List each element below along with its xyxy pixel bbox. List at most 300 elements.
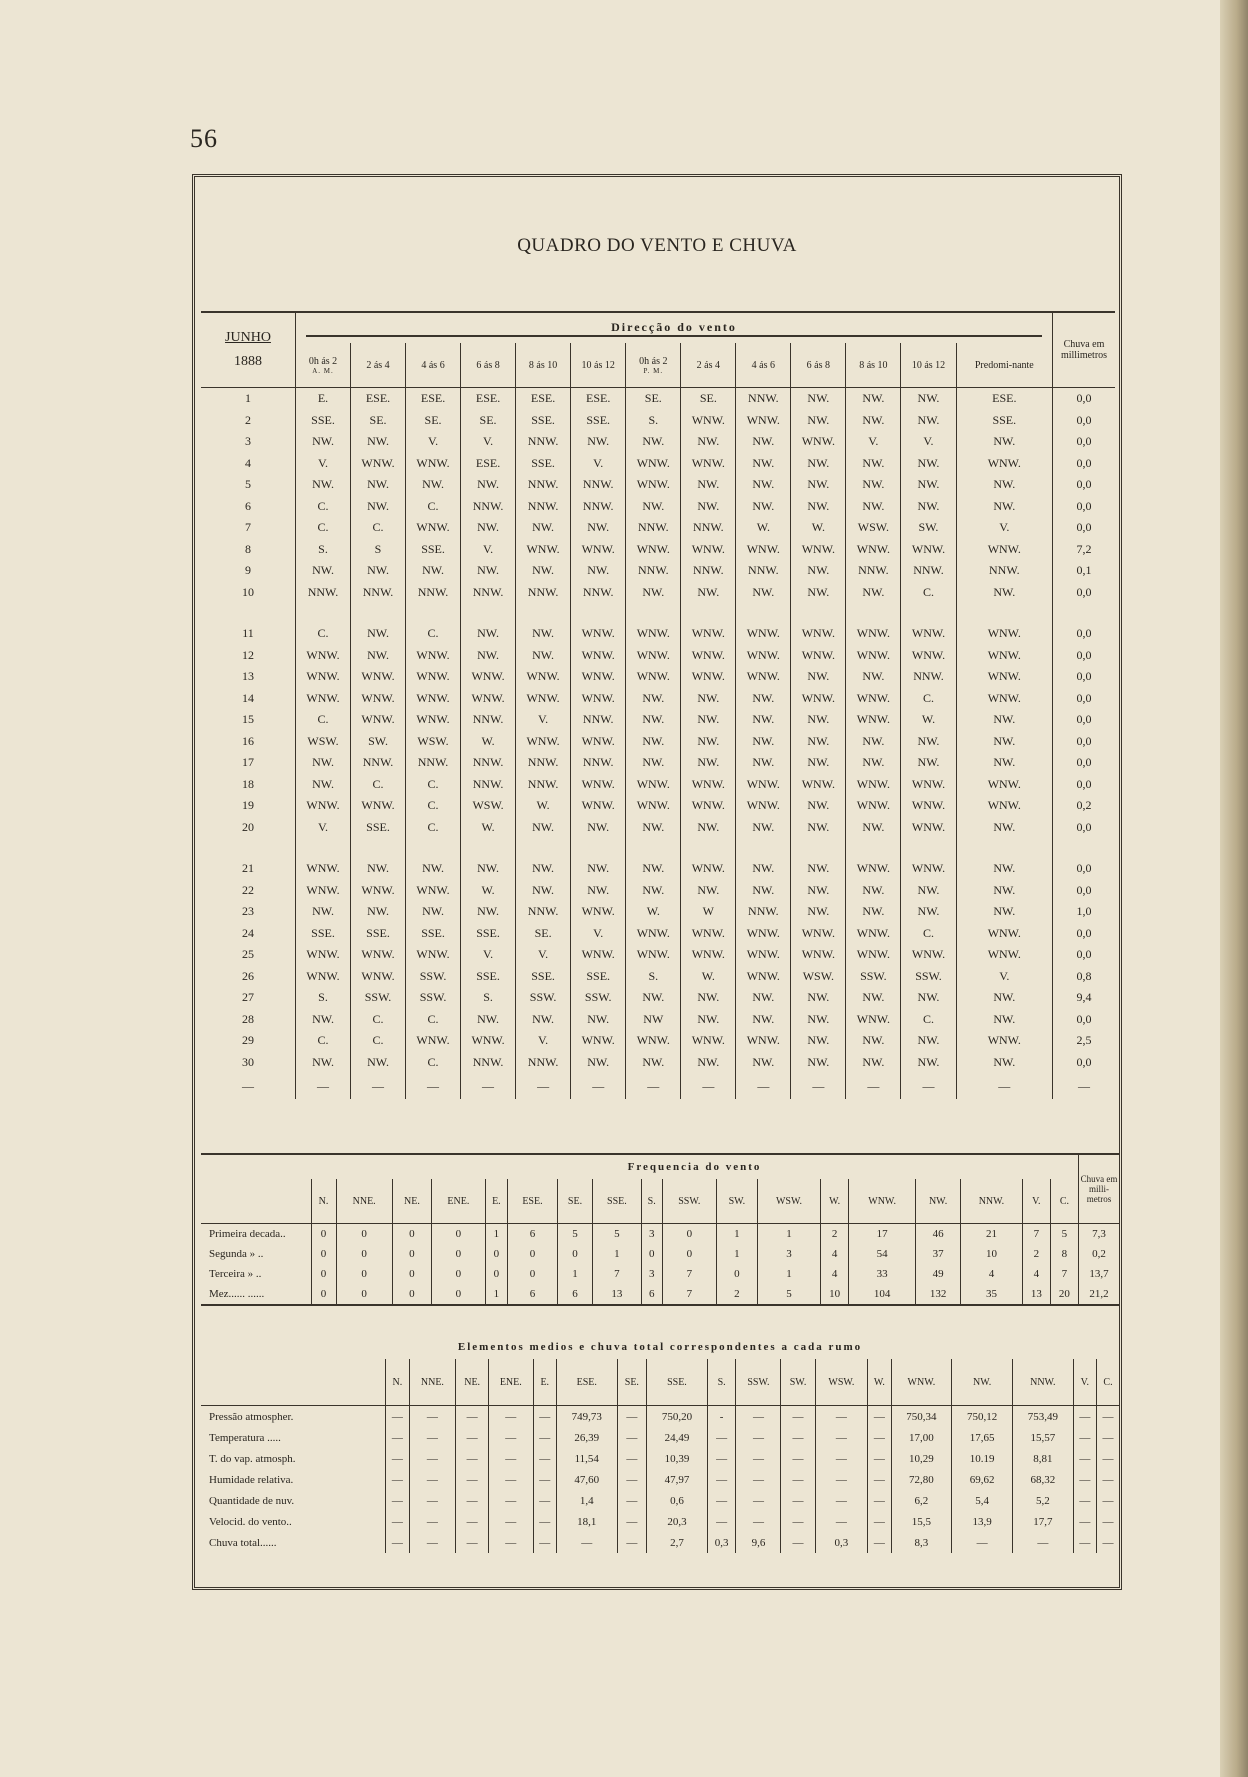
wind-cell: NW. <box>846 453 901 475</box>
value-cell: 6 <box>508 1224 558 1245</box>
wind-cell: SSE. <box>571 410 626 432</box>
wind-cell: NW. <box>571 560 626 582</box>
wind-cell: NNW. <box>956 560 1052 582</box>
dash-cell: — <box>736 1073 791 1099</box>
wind-cell: NW. <box>901 496 956 518</box>
wind-cell: NW. <box>296 752 351 774</box>
wind-cell: WNW. <box>406 1030 461 1052</box>
direction-header: WSW. <box>815 1359 868 1406</box>
value-cell: — <box>1012 1532 1073 1553</box>
wind-cell: C. <box>901 923 956 945</box>
day-cell: 7 <box>245 520 251 535</box>
wind-cell: NW. <box>516 858 571 880</box>
wind-cell: WNW. <box>571 688 626 710</box>
value-cell: — <box>1097 1406 1120 1428</box>
direction-header: N. <box>386 1359 409 1406</box>
rain-cell: 0,0 <box>1053 431 1116 453</box>
direction-header: E. <box>533 1359 556 1406</box>
wind-cell: NW. <box>351 431 406 453</box>
dash-cell: — <box>681 1073 736 1099</box>
wind-cell: NW. <box>626 496 681 518</box>
rain-cell: 0,0 <box>1053 858 1116 880</box>
gap-cell <box>791 838 846 858</box>
wind-cell: NW. <box>516 560 571 582</box>
direction-header: NW. <box>952 1359 1013 1406</box>
gap-cell <box>1053 838 1116 858</box>
dash-cell: — <box>516 1073 571 1099</box>
wind-cell: NW. <box>516 517 571 539</box>
time-column-header <box>681 343 736 388</box>
dash-cell: — <box>296 1073 351 1099</box>
value-cell: 1 <box>757 1264 820 1284</box>
wind-cell: NW. <box>516 817 571 839</box>
value-cell: 17,7 <box>1012 1511 1073 1532</box>
time-column-label: 2 ás 4 <box>696 359 720 371</box>
wind-cell: WNW. <box>571 645 626 667</box>
time-column-label: 2 ás 4 <box>366 359 390 371</box>
rain-cell: 0,0 <box>1053 944 1116 966</box>
rain-cell: 7,2 <box>1053 539 1116 561</box>
wind-cell: NW. <box>956 858 1052 880</box>
value-cell: 8 <box>1050 1244 1078 1264</box>
day-cell: 28 <box>242 1011 254 1026</box>
wind-cell: NW. <box>736 1052 791 1074</box>
wind-cell: WNW. <box>571 774 626 796</box>
value-cell: 0 <box>311 1284 336 1305</box>
wind-cell: W. <box>901 709 956 731</box>
rain-cell: 0,0 <box>1053 474 1116 496</box>
table-row <box>201 923 1115 945</box>
wind-cell: NW. <box>956 901 1052 923</box>
wind-cell: ESE. <box>461 388 516 410</box>
rain-cell: 0,0 <box>1053 923 1116 945</box>
wind-cell: NW. <box>626 1052 681 1074</box>
wind-cell: SE. <box>351 410 406 432</box>
wind-cell: NW. <box>901 474 956 496</box>
value-cell: — <box>489 1448 534 1469</box>
wind-cell: WNW. <box>736 966 791 988</box>
gap-cell <box>296 603 351 623</box>
wind-cell: SSE. <box>956 410 1052 432</box>
table-frame <box>192 174 1122 1590</box>
wind-cell: NNW. <box>516 496 571 518</box>
value-cell: 0 <box>336 1284 392 1305</box>
direction-group-title: Direcção do vento <box>611 319 737 334</box>
wind-cell: NW. <box>571 431 626 453</box>
value-cell: 10,29 <box>891 1448 952 1469</box>
gap-cell <box>406 838 461 858</box>
value-cell: 5,2 <box>1012 1490 1073 1511</box>
wind-cell: SSE. <box>296 410 351 432</box>
value-cell: 0 <box>508 1244 558 1264</box>
value-cell: 6 <box>557 1284 592 1305</box>
row-label: Humidade relativa. <box>209 1473 294 1486</box>
value-cell: 0 <box>311 1264 336 1284</box>
wind-cell: C. <box>296 709 351 731</box>
wind-cell: C. <box>406 795 461 817</box>
value-cell: 1 <box>716 1244 757 1264</box>
wind-cell: NW. <box>846 410 901 432</box>
wind-cell: WNW. <box>681 858 736 880</box>
value-cell: — <box>1097 1490 1120 1511</box>
wind-cell: NW. <box>901 453 956 475</box>
wind-cell: NW. <box>846 496 901 518</box>
value-cell: 54 <box>849 1244 916 1264</box>
wind-cell: NW. <box>736 474 791 496</box>
wind-cell: NW. <box>516 1009 571 1031</box>
wind-cell: NNW. <box>516 582 571 604</box>
gap-cell <box>956 603 1052 623</box>
value-cell: 132 <box>916 1284 961 1305</box>
wind-cell: S. <box>296 987 351 1009</box>
time-column-label: 4 ás 6 <box>421 359 445 371</box>
time-column-label: 8 ás 10 <box>859 359 888 371</box>
wind-cell: NW. <box>901 1030 956 1052</box>
wind-cell: NW. <box>846 752 901 774</box>
wind-cell: NW. <box>846 474 901 496</box>
rain-cell: 0,8 <box>1053 966 1116 988</box>
wind-cell: SSW. <box>351 987 406 1009</box>
day-cell: 21 <box>242 861 254 876</box>
value-cell: — <box>386 1427 409 1448</box>
value-cell: — <box>868 1427 891 1448</box>
wind-cell: WNW. <box>901 539 956 561</box>
value-cell: 10 <box>961 1244 1023 1264</box>
value-cell: — <box>707 1427 736 1448</box>
wind-cell: NNW. <box>351 582 406 604</box>
direction-group-header <box>296 312 1053 343</box>
table-row <box>201 944 1115 966</box>
wind-cell: W. <box>461 731 516 753</box>
rain-cell: 0,0 <box>1053 410 1116 432</box>
rain-cell: 0,0 <box>1053 517 1116 539</box>
value-cell: 5 <box>557 1224 592 1245</box>
wind-cell: NNW. <box>516 752 571 774</box>
value-cell: — <box>868 1448 891 1469</box>
wind-cell: NW. <box>681 688 736 710</box>
value-cell: — <box>868 1469 891 1490</box>
wind-cell: WNW. <box>736 410 791 432</box>
dash-cell: — <box>351 1073 406 1099</box>
wind-cell: WNW. <box>296 880 351 902</box>
wind-cell: NW. <box>626 987 681 1009</box>
value-cell: — <box>386 1532 409 1553</box>
value-cell: 10,39 <box>647 1448 708 1469</box>
wind-cell: V. <box>461 944 516 966</box>
value-cell: 4 <box>821 1244 849 1264</box>
rain-cell: 0,0 <box>1053 388 1116 410</box>
wind-cell: NW. <box>571 858 626 880</box>
row-label: Terceira » .. <box>209 1268 262 1280</box>
day-cell: 12 <box>242 647 254 662</box>
wind-cell: WNW. <box>626 944 681 966</box>
rain-cell: 0,0 <box>1053 688 1116 710</box>
wind-cell: NW. <box>351 901 406 923</box>
wind-cell: SSE. <box>351 817 406 839</box>
wind-cell: NW. <box>791 709 846 731</box>
wind-cell: NW. <box>791 496 846 518</box>
wind-cell: WNW. <box>681 453 736 475</box>
value-cell: 6,2 <box>891 1490 952 1511</box>
day-cell: 22 <box>242 882 254 897</box>
wind-cell: WNW. <box>351 688 406 710</box>
value-cell: — <box>736 1448 781 1469</box>
wind-cell: WNW. <box>461 1030 516 1052</box>
value-cell: 15,5 <box>891 1511 952 1532</box>
wind-cell: NW. <box>791 582 846 604</box>
day-cell: 11 <box>242 626 254 641</box>
decade-gap <box>201 603 1115 623</box>
wind-cell: WNW. <box>571 666 626 688</box>
value-cell: 3 <box>641 1264 662 1284</box>
wind-cell: WNW. <box>956 944 1052 966</box>
wind-cell: SSE. <box>406 539 461 561</box>
value-cell: 1 <box>485 1284 507 1305</box>
wind-cell: WNW. <box>516 539 571 561</box>
value-cell: — <box>781 1532 815 1553</box>
wind-cell: NW. <box>736 431 791 453</box>
value-cell: — <box>736 1427 781 1448</box>
elements-title: Elementos medios e chuva total correspondentes a cada rumo <box>457 1341 863 1353</box>
value-cell: 7 <box>593 1264 641 1284</box>
gap-cell <box>736 838 791 858</box>
wind-cell: NNW. <box>516 431 571 453</box>
wind-cell: WSW. <box>406 731 461 753</box>
wind-cell: NW. <box>296 560 351 582</box>
value-cell: — <box>1073 1490 1096 1511</box>
value-cell: 2,7 <box>647 1532 708 1553</box>
value-cell: 7 <box>1022 1224 1050 1245</box>
wind-cell: WNW. <box>956 795 1052 817</box>
wind-cell: NNW. <box>846 560 901 582</box>
value-cell: 0 <box>641 1244 662 1264</box>
wind-cell: NW. <box>956 987 1052 1009</box>
value-cell: 46 <box>916 1224 961 1245</box>
wind-cell: NW. <box>626 709 681 731</box>
value-cell: — <box>815 1427 868 1448</box>
time-column-header <box>956 343 1052 388</box>
wind-cell: NW. <box>736 496 791 518</box>
value-cell: — <box>617 1406 646 1428</box>
rain-cell: 0,0 <box>1053 731 1116 753</box>
direction-header: ESE. <box>556 1359 617 1406</box>
dash-cell: — <box>242 1078 254 1093</box>
wind-cell: NNW. <box>516 474 571 496</box>
value-cell: — <box>1073 1532 1096 1553</box>
wind-cell: NNW. <box>736 388 791 410</box>
wind-cell: NW. <box>846 1052 901 1074</box>
wind-cell: NW. <box>351 560 406 582</box>
value-cell: 20,3 <box>647 1511 708 1532</box>
value-cell: — <box>815 1448 868 1469</box>
wind-cell: NW. <box>406 858 461 880</box>
wind-cell: WNW. <box>901 623 956 645</box>
wind-cell: NW. <box>791 817 846 839</box>
value-cell: — <box>736 1469 781 1490</box>
value-cell: — <box>456 1511 489 1532</box>
dash-row <box>201 1073 1115 1099</box>
day-cell: 19 <box>242 798 254 813</box>
wind-cell: NW. <box>296 1052 351 1074</box>
wind-cell: NW. <box>791 666 846 688</box>
value-cell: 24,49 <box>647 1427 708 1448</box>
table-row <box>201 966 1115 988</box>
wind-cell: NW. <box>956 431 1052 453</box>
wind-cell: W. <box>626 901 681 923</box>
wind-cell: WNW. <box>406 645 461 667</box>
direction-header: C. <box>1050 1179 1078 1224</box>
wind-cell: WSW. <box>846 517 901 539</box>
time-column-label: 8 ás 10 <box>528 359 558 371</box>
value-cell: 0 <box>336 1264 392 1284</box>
table-row <box>201 1009 1115 1031</box>
wind-cell: NW. <box>296 431 351 453</box>
day-cell: 18 <box>242 776 254 791</box>
wind-cell: NW. <box>681 496 736 518</box>
wind-cell: NW. <box>571 817 626 839</box>
wind-cell: SE. <box>461 410 516 432</box>
wind-cell: NW. <box>681 474 736 496</box>
rain-cell: 0,0 <box>1053 774 1116 796</box>
wind-cell: C. <box>406 623 461 645</box>
wind-cell: V. <box>901 431 956 453</box>
value-cell: 0 <box>336 1244 392 1264</box>
day-cell: 8 <box>245 541 251 556</box>
wind-cell: WNW. <box>571 901 626 923</box>
gap-cell <box>626 603 681 623</box>
wind-cell: WNW. <box>736 1030 791 1052</box>
value-cell: 0 <box>432 1244 486 1264</box>
wind-cell: NW. <box>791 474 846 496</box>
wind-cell: NW. <box>626 880 681 902</box>
wind-cell: NW. <box>901 987 956 1009</box>
wind-cell: SSE. <box>516 966 571 988</box>
direction-header: WSW. <box>757 1179 820 1224</box>
wind-cell: NW. <box>956 752 1052 774</box>
value-cell: — <box>781 1448 815 1469</box>
wind-cell: C. <box>351 774 406 796</box>
direction-header: NNE. <box>336 1179 392 1224</box>
wind-cell: ESE. <box>516 388 571 410</box>
value-cell: 0 <box>662 1224 716 1245</box>
value-cell: — <box>533 1469 556 1490</box>
day-cell: 17 <box>242 755 254 770</box>
value-cell: — <box>617 1448 646 1469</box>
value-cell: 4 <box>961 1264 1023 1284</box>
wind-cell: NNW. <box>571 582 626 604</box>
time-column-label: Predomi-nante <box>974 359 1034 371</box>
value-cell: — <box>409 1406 456 1428</box>
value-cell: — <box>781 1511 815 1532</box>
table-row <box>201 1264 1119 1284</box>
wind-cell: NW. <box>571 880 626 902</box>
wind-cell: W. <box>461 880 516 902</box>
wind-cell: WNW. <box>626 774 681 796</box>
gap-cell <box>351 838 406 858</box>
direction-header: SSE. <box>593 1179 641 1224</box>
wind-cell: NW. <box>791 752 846 774</box>
gap-cell <box>846 838 901 858</box>
value-cell: 49 <box>916 1264 961 1284</box>
wind-cell: NW. <box>736 987 791 1009</box>
wind-cell: NW. <box>516 623 571 645</box>
value-cell: 9,6 <box>736 1532 781 1553</box>
wind-cell: NW. <box>846 388 901 410</box>
time-column-header <box>571 343 626 388</box>
value-cell: — <box>489 1406 534 1428</box>
wind-cell: NW. <box>956 880 1052 902</box>
wind-cell: NW. <box>846 817 901 839</box>
wind-cell: NW. <box>351 474 406 496</box>
value-cell: 8,81 <box>1012 1448 1073 1469</box>
wind-cell: WNW. <box>571 731 626 753</box>
table-row <box>201 1406 1119 1428</box>
table-row <box>201 388 1115 410</box>
wind-cell: ESE. <box>351 388 406 410</box>
value-cell: — <box>386 1406 409 1428</box>
wind-cell: NW. <box>736 731 791 753</box>
row-label: Chuva total...... <box>209 1536 277 1549</box>
page-edge <box>1220 0 1248 1777</box>
time-column-header <box>791 343 846 388</box>
value-cell: 0 <box>392 1224 431 1245</box>
wind-cell: WNW. <box>626 474 681 496</box>
wind-cell: NW. <box>406 901 461 923</box>
wind-cell: WNW. <box>681 410 736 432</box>
table-row <box>201 623 1115 645</box>
value-cell: 0 <box>392 1244 431 1264</box>
wind-cell: NW. <box>681 987 736 1009</box>
direction-column-headers <box>201 343 1115 388</box>
wind-cell: S. <box>626 966 681 988</box>
gap-cell <box>846 603 901 623</box>
value-cell: — <box>617 1511 646 1532</box>
wind-cell: WNW. <box>626 1030 681 1052</box>
wind-cell: NNW. <box>461 496 516 518</box>
wind-cell: WNW. <box>956 688 1052 710</box>
value-cell: — <box>868 1511 891 1532</box>
time-column-header <box>901 343 956 388</box>
wind-cell: C. <box>296 496 351 518</box>
value-cell: 15,57 <box>1012 1427 1073 1448</box>
wind-cell: C. <box>351 1009 406 1031</box>
gap-cell <box>296 838 351 858</box>
table-row <box>201 709 1115 731</box>
value-cell: 18,1 <box>556 1511 617 1532</box>
wind-cell: WNW. <box>846 923 901 945</box>
row-label: Temperatura ..... <box>209 1431 281 1444</box>
wind-cell: NW. <box>736 880 791 902</box>
wind-cell: WNW. <box>626 539 681 561</box>
frequency-title: Frequencia do vento <box>627 1161 762 1173</box>
value-cell: — <box>489 1490 534 1511</box>
wind-cell: WNW. <box>296 944 351 966</box>
freq-rain-header: Chuva em milli-metros <box>1079 1154 1120 1224</box>
wind-cell: WNW. <box>846 539 901 561</box>
freq-row-label-header <box>201 1179 311 1224</box>
value-cell: 13 <box>593 1284 641 1305</box>
value-cell: — <box>1097 1469 1120 1490</box>
rain-cell: 0,0 <box>1053 582 1116 604</box>
wind-cell: NW. <box>846 880 901 902</box>
wind-cell: C. <box>351 517 406 539</box>
wind-cell: NNW. <box>296 582 351 604</box>
wind-cell: C. <box>406 1052 461 1074</box>
value-cell: — <box>386 1469 409 1490</box>
wind-cell: NW. <box>626 817 681 839</box>
rain-cell: 0,0 <box>1053 623 1116 645</box>
value-cell: — <box>617 1490 646 1511</box>
